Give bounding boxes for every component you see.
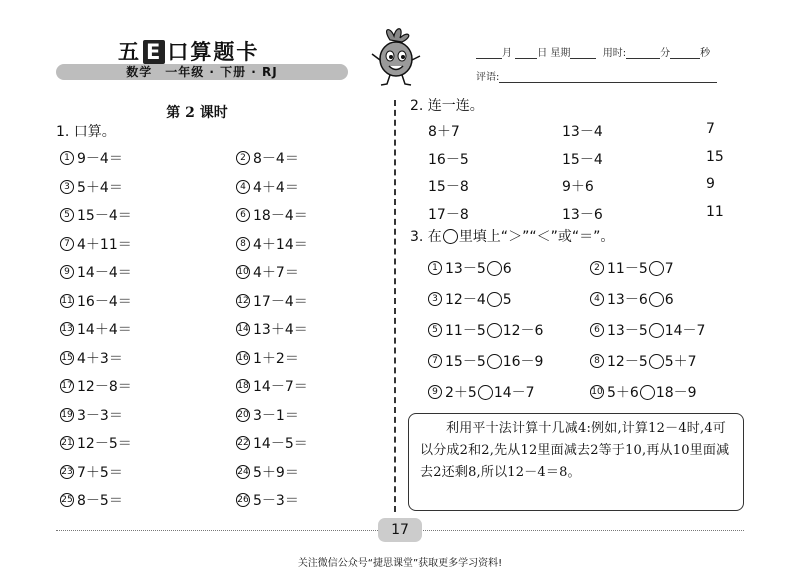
match-item[interactable]: 15－8: [428, 179, 469, 195]
lesson-title: 第 2 课时: [166, 105, 228, 121]
match-item[interactable]: 8＋7: [428, 124, 460, 140]
problem-expression: 1＋2＝: [253, 350, 299, 367]
item-number-icon: 7: [428, 354, 442, 368]
compare-circle-blank[interactable]: [478, 385, 493, 400]
item-number-icon: 4: [590, 292, 604, 306]
problem-expression: 12－8＝: [77, 379, 132, 395]
comment-line: 评语:: [476, 68, 717, 83]
item-number-icon: 2: [236, 151, 250, 165]
item-number-icon: 14: [237, 324, 249, 334]
problem-expression: 14－4＝: [77, 265, 132, 281]
problem-expression: 5＋4＝: [77, 179, 123, 196]
problem-item: [60, 348, 123, 368]
problem-item: [236, 462, 299, 482]
compare-left-expression: 13－5: [445, 261, 486, 277]
problem-expression: 5＋9＝: [253, 464, 299, 481]
problem-item: [236, 291, 308, 311]
tip-text: 利用平十法计算十几减4:例如,计算12－4时,4可以分成2和2,先从12里面减去2等于10,再从10里面减去2还剩8,所以12－4＝8。: [420, 421, 730, 480]
problem-expression: 3－3＝: [77, 407, 123, 424]
compare-item: [428, 320, 543, 340]
item-number-icon: 13: [61, 324, 73, 334]
compare-right-expression: 5: [502, 292, 512, 308]
problem-expression: 17－4＝: [253, 293, 308, 310]
compare-left-expression: 12－4: [445, 292, 486, 308]
item-number-icon: 20: [237, 409, 249, 420]
month-blank[interactable]: [476, 48, 502, 59]
problem-item: [236, 376, 308, 396]
match-item[interactable]: 16－5: [428, 151, 469, 168]
problem-expression: 14－5＝: [253, 436, 308, 452]
item-number-icon: 25: [61, 495, 73, 505]
problem-expression: 4＋11＝: [77, 236, 132, 253]
problem-item: [60, 177, 123, 197]
problem-expression: 13＋4＝: [253, 322, 308, 338]
item-number-icon: 3: [60, 180, 74, 194]
compare-right-expression: 7: [664, 261, 674, 277]
compare-item: [590, 351, 697, 371]
date-line: 月 日 星期 用时: 分 秒: [476, 44, 710, 59]
compare-right-expression: 14－7: [493, 385, 535, 401]
problem-item: [60, 405, 123, 425]
compare-circle-blank[interactable]: [649, 261, 664, 276]
problem-expression: 4＋14＝: [253, 236, 308, 253]
item-number-icon: 5: [428, 323, 442, 337]
minutes-blank[interactable]: [626, 48, 660, 59]
problem-expression: 4＋7＝: [253, 265, 299, 281]
problem-expression: 18－4＝: [253, 208, 308, 224]
item-number-icon: 9: [60, 265, 74, 279]
item-number-icon: 26: [237, 495, 249, 505]
item-number-icon: 9: [428, 385, 442, 399]
item-number-icon: 11: [61, 295, 73, 306]
problem-item: [236, 319, 308, 339]
item-number-icon: 4: [236, 180, 250, 194]
compare-right-expression: 6: [664, 292, 674, 308]
section2-heading: 2. 连一连。: [410, 98, 484, 114]
compare-item: [590, 289, 674, 309]
problem-item: [60, 291, 132, 311]
compare-circle-blank[interactable]: [487, 323, 502, 338]
problem-expression: 16－4＝: [77, 293, 132, 310]
compare-left-expression: 2＋5: [445, 385, 477, 401]
problem-item: [60, 319, 132, 339]
problem-expression: 8－5＝: [77, 493, 123, 509]
item-number-icon: 23: [61, 466, 73, 477]
title-five: 五: [118, 40, 141, 64]
problem-item: [236, 433, 308, 453]
compare-left-expression: 11－5: [445, 323, 486, 339]
match-item[interactable]: 11: [706, 203, 724, 220]
match-item[interactable]: 9＋6: [562, 179, 594, 195]
item-number-icon: 7: [60, 237, 74, 251]
compare-left-expression: 15－5: [445, 354, 486, 370]
problem-item: [236, 405, 299, 425]
compare-circle-blank[interactable]: [487, 261, 502, 276]
compare-item: [428, 289, 512, 309]
problem-expression: 14＋4＝: [77, 322, 132, 338]
problem-item: [236, 177, 299, 197]
compare-left-expression: 12－5: [607, 354, 648, 370]
compare-circle-blank[interactable]: [649, 354, 664, 369]
compare-item: [590, 382, 697, 402]
problem-expression: 5－3＝: [253, 493, 299, 509]
problem-item: [236, 262, 299, 282]
circle-icon: [443, 229, 458, 244]
problem-expression: 15－4＝: [77, 208, 132, 224]
item-number-icon: 6: [590, 323, 604, 337]
problem-item: [60, 462, 123, 482]
compare-right-expression: 5＋7: [664, 354, 697, 370]
title-text: 口算题卡: [167, 40, 260, 64]
problem-item: [236, 348, 299, 368]
problem-item: [60, 234, 132, 254]
compare-item: [428, 351, 543, 371]
seconds-blank[interactable]: [670, 48, 700, 59]
item-number-icon: 12: [237, 295, 249, 306]
compare-circle-blank[interactable]: [487, 354, 502, 369]
item-number-icon: 10: [237, 267, 249, 277]
problem-expression: 12－5＝: [77, 436, 132, 452]
problem-item: [60, 262, 132, 282]
subject-grade-bar: 数学 一年级 · 下册 · RJ: [56, 64, 348, 80]
problem-expression: 4＋3＝: [77, 350, 123, 367]
item-number-icon: 24: [237, 466, 249, 477]
item-number-icon: 22: [237, 438, 249, 448]
compare-left-expression: 5＋6: [607, 385, 639, 401]
problem-item: [60, 376, 132, 396]
problem-expression: 7＋5＝: [77, 464, 123, 481]
compare-right-expression: 18－9: [655, 385, 697, 401]
match-item[interactable]: 17－8: [428, 206, 469, 223]
page-number: 17: [378, 518, 422, 542]
problem-item: [60, 148, 123, 168]
problem-expression: 14－7＝: [253, 379, 308, 395]
item-number-icon: 10: [591, 387, 603, 397]
problem-item: [236, 490, 299, 510]
title-e-logo: E: [143, 40, 165, 64]
section1-heading: 1. 口算。: [56, 124, 116, 140]
weekday-blank[interactable]: [570, 48, 596, 59]
problem-expression: 4＋4＝: [253, 179, 299, 196]
problem-item: [60, 433, 132, 453]
item-number-icon: 19: [61, 409, 73, 420]
compare-item: [590, 320, 705, 340]
item-number-icon: 5: [60, 208, 74, 222]
compare-left-expression: 13－5: [607, 323, 648, 339]
match-item[interactable]: 15: [706, 148, 724, 165]
compare-left-expression: 11－5: [607, 261, 648, 277]
item-number-icon: 3: [428, 292, 442, 306]
match-item[interactable]: 9: [706, 176, 715, 192]
item-number-icon: 8: [236, 237, 250, 251]
item-number-icon: 18: [237, 381, 249, 391]
item-number-icon: 2: [590, 261, 604, 275]
match-item[interactable]: 7: [706, 121, 715, 137]
comment-blank[interactable]: [499, 72, 717, 83]
item-number-icon: 8: [590, 354, 604, 368]
beet-mascot-icon: [368, 26, 424, 88]
compare-right-expression: 12－6: [502, 323, 544, 339]
problem-expression: 8－4＝: [253, 151, 299, 167]
match-item[interactable]: 13－4: [562, 124, 603, 140]
item-number-icon: 6: [236, 208, 250, 222]
compare-item: [590, 258, 674, 278]
item-number-icon: 16: [237, 352, 249, 363]
problem-item: [60, 490, 123, 510]
compare-right-expression: 16－9: [502, 354, 544, 370]
problem-item: [236, 234, 308, 254]
compare-left-expression: 13－6: [607, 292, 648, 308]
problem-item: [236, 148, 299, 168]
item-number-icon: 21: [61, 438, 73, 448]
problem-expression: 3－1＝: [253, 407, 299, 424]
compare-item: [428, 382, 535, 402]
item-number-icon: 1: [428, 261, 442, 275]
item-number-icon: 17: [61, 381, 73, 391]
problem-expression: 9－4＝: [77, 151, 123, 167]
match-item[interactable]: 13－6: [562, 206, 603, 223]
match-item[interactable]: 15－4: [562, 151, 603, 168]
problem-item: [60, 205, 132, 225]
day-blank[interactable]: [515, 48, 537, 59]
compare-circle-blank[interactable]: [649, 292, 664, 307]
item-number-icon: 15: [61, 352, 73, 363]
compare-circle-blank[interactable]: [640, 385, 655, 400]
column-divider: [394, 100, 396, 512]
item-number-icon: 1: [60, 151, 74, 165]
footer-note: 关注微信公众号“捷思课堂”获取更多学习资料!: [297, 558, 503, 569]
compare-item: [428, 258, 512, 278]
compare-circle-blank[interactable]: [649, 323, 664, 338]
compare-right-expression: 14－7: [664, 323, 706, 339]
card-title: [118, 36, 259, 66]
problem-item: [236, 205, 308, 225]
section3-heading: 3. 在 里填上“＞”“＜”或“＝”。: [410, 229, 615, 245]
compare-circle-blank[interactable]: [487, 292, 502, 307]
compare-right-expression: 6: [502, 261, 512, 277]
